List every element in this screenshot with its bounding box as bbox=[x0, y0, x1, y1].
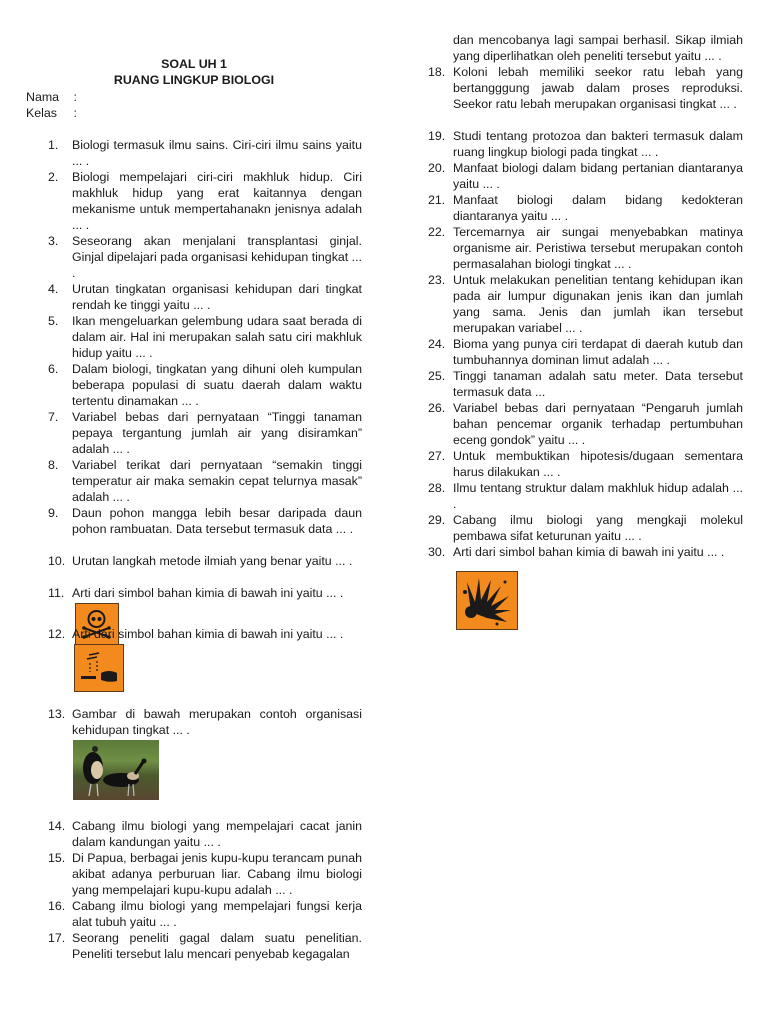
question-22 bbox=[428, 224, 743, 272]
question-number: 22. bbox=[428, 225, 446, 239]
question-text: Arti dari simbol bahan kimia di bawah ini yaitu ... . bbox=[453, 545, 725, 559]
question-number: 12. bbox=[48, 627, 66, 641]
question-text: Variabel bebas dari pernyataan “Tinggi tanaman pepaya tergantung jumlah air yang disiramkan” adalah ... . bbox=[72, 410, 362, 457]
question-text: Urutan tingkatan organisasi kehidupan dari tingkat rendah ke tinggi yaitu ... . bbox=[72, 282, 362, 313]
question-text: Seseorang akan menjalani transplantasi ginjal. Ginjal dipelajari pada organisasi kehidupan tingkat ... . bbox=[72, 234, 362, 281]
question-20 bbox=[428, 160, 743, 192]
question-text: Daun pohon mangga lebih besar daripada daun pohon rambuatan. Data tersebut termasuk data ... . bbox=[72, 506, 362, 537]
question-text: Tercemarnya air sungai menyebabkan matinya organisme air. Peristiwa tersebut merupakan contoh permasalahan biologi tingkat ... . bbox=[453, 225, 743, 272]
question-text: Koloni lebah memiliki seekor ratu lebah yang bertangggung jawab dalam proses reproduksi. Seekor ratu lebah merupakan organisasi tingkat ... . bbox=[453, 65, 743, 112]
question-text: Gambar di bawah merupakan contoh organisasi kehidupan tingkat ... . bbox=[72, 707, 362, 738]
question-text: Untuk membuktikan hipotesis/dugaan sementara harus dilakukan ... . bbox=[453, 449, 743, 480]
question-27 bbox=[428, 448, 743, 480]
question-8 bbox=[48, 457, 362, 505]
question-number: 5. bbox=[48, 314, 59, 328]
question-16 bbox=[48, 898, 362, 930]
question-number: 24. bbox=[428, 337, 446, 351]
question-14 bbox=[48, 818, 362, 850]
question-text: Arti dari simbol bahan kimia di bawah ini yaitu ... . bbox=[72, 627, 344, 641]
explosive-hazard-symbol bbox=[456, 571, 518, 630]
question-7 bbox=[48, 409, 362, 457]
question-number: 19. bbox=[428, 129, 446, 143]
question-text: Dalam biologi, tingkatan yang dihuni oleh kumpulan beberapa populasi di suatu daerah dalam waktu tertentu dinamakan ... . bbox=[72, 362, 362, 409]
question-29 bbox=[428, 512, 743, 544]
nama-row bbox=[26, 89, 77, 105]
question-12 bbox=[48, 626, 362, 642]
question-text: Cabang ilmu biologi yang mempelajari fungsi kerja alat tubuh yaitu ... . bbox=[72, 899, 362, 930]
question-text: Di Papua, berbagai jenis kupu-kupu terancam punah akibat adanya perburuan liar. Cabang ilmu biologi yang mempelajari kupu-kupu adalah ... . bbox=[72, 851, 362, 898]
question-text: Bioma yang punya ciri terdapat di daerah kutub dan tumbuhannya dominan limut adalah ... . bbox=[453, 337, 743, 368]
question-number: 17. bbox=[48, 931, 66, 945]
question-15 bbox=[48, 850, 362, 898]
page-title-line1: SOAL UH 1 bbox=[161, 57, 227, 71]
question-text: Variabel terikat dari pernyataan “semakin tinggi temperatur air maka semakin cepat telurnya masak” adalah ... . bbox=[72, 458, 362, 505]
question-6 bbox=[48, 361, 362, 409]
question-text: Urutan langkah metode ilmiah yang benar yaitu ... . bbox=[72, 554, 353, 568]
question-number: 9. bbox=[48, 506, 59, 520]
nama-label: Nama bbox=[26, 90, 60, 104]
question-number: 13. bbox=[48, 707, 66, 721]
question-21 bbox=[428, 192, 743, 224]
question-text: Biologi termasuk ilmu sains. Ciri-ciri ilmu sains yaitu ... . bbox=[72, 138, 362, 169]
question-2 bbox=[48, 169, 362, 233]
question-text: Variabel bebas dari pernyataan “Pengaruh jumlah bahan pencemar organik terhadap pertumbuhan eceng gondok” yaitu ... . bbox=[453, 401, 743, 448]
question-4 bbox=[48, 281, 362, 313]
question-number: 26. bbox=[428, 401, 446, 415]
question-number: 16. bbox=[48, 899, 66, 913]
question-text: dan mencobanya lagi sampai berhasil. Sikap ilmiah yang diperlihatkan oleh peneliti tersebut yaitu ... . bbox=[453, 33, 743, 64]
question-number: 6. bbox=[48, 362, 59, 376]
question-number: 25. bbox=[428, 369, 446, 383]
question-number: 21. bbox=[428, 193, 446, 207]
question-26 bbox=[428, 400, 743, 448]
question-number: 1. bbox=[48, 138, 59, 152]
question-number: 15. bbox=[48, 851, 66, 865]
question-text: Ilmu tentang struktur dalam makhluk hidup adalah ... . bbox=[453, 481, 743, 512]
page-title-line2: RUANG LINGKUP BIOLOGI bbox=[113, 73, 275, 87]
question-17-continuation bbox=[453, 32, 743, 64]
kelas-row bbox=[26, 105, 77, 121]
question-number: 28. bbox=[428, 481, 446, 495]
question-text: Studi tentang protozoa dan bakteri termasuk dalam ruang lingkup biologi pada tingkat ... . bbox=[453, 129, 743, 160]
question-number: 18. bbox=[428, 65, 446, 79]
question-9 bbox=[48, 505, 362, 537]
peacock-pair-photo bbox=[73, 740, 159, 800]
kelas-field[interactable]: : bbox=[73, 106, 77, 120]
question-number: 7. bbox=[48, 410, 59, 424]
question-number: 14. bbox=[48, 819, 66, 833]
question-text: Ikan mengeluarkan gelembung udara saat berada di dalam air. Hal ini merupakan salah satu ciri makhluk hidup yaitu ... . bbox=[72, 314, 362, 361]
corrosive-liquid-icon bbox=[75, 645, 122, 690]
corrosive-hazard-symbol bbox=[74, 644, 124, 692]
question-text: Cabang ilmu biologi yang mempelajari cacat janin dalam kandungan yaitu ... . bbox=[72, 819, 362, 850]
question-10 bbox=[48, 553, 362, 569]
question-text: Manfaat biologi dalam bidang kedokteran diantaranya yaitu ... . bbox=[453, 193, 743, 224]
question-number: 27. bbox=[428, 449, 446, 463]
question-24 bbox=[428, 336, 743, 368]
question-text: Arti dari simbol bahan kimia di bawah ini yaitu ... . bbox=[72, 586, 344, 600]
question-3 bbox=[48, 233, 362, 281]
question-30 bbox=[428, 544, 743, 560]
question-number: 30. bbox=[428, 545, 446, 559]
question-1 bbox=[48, 137, 362, 169]
question-13 bbox=[48, 706, 362, 738]
question-text: Biologi mempelajari ciri-ciri makhluk hidup. Ciri makhluk hidup yang erat kaitannya dengan mekanisme untuk mempertahanakn jenisnya adalah ... . bbox=[72, 170, 362, 233]
question-number: 2. bbox=[48, 170, 59, 184]
question-number: 20. bbox=[428, 161, 446, 175]
question-25 bbox=[428, 368, 743, 400]
question-28 bbox=[428, 480, 743, 512]
question-19 bbox=[428, 128, 743, 160]
question-text: Cabang ilmu biologi yang mengkaji molekul pembawa sifat keturunan yaitu ... . bbox=[453, 513, 743, 544]
question-17 bbox=[48, 930, 362, 962]
question-23 bbox=[428, 272, 743, 336]
question-number: 3. bbox=[48, 234, 59, 248]
question-text: Seorang peneliti gagal dalam suatu penelitian. Peneliti tersebut lalu mencari penyebab kegagalan bbox=[72, 931, 362, 962]
kelas-label: Kelas bbox=[26, 106, 57, 120]
question-number: 4. bbox=[48, 282, 59, 296]
question-number: 11. bbox=[48, 586, 65, 600]
question-18 bbox=[428, 64, 743, 112]
question-number: 10. bbox=[48, 554, 66, 568]
question-11 bbox=[48, 585, 362, 601]
question-5 bbox=[48, 313, 362, 361]
question-text: Tinggi tanaman adalah satu meter. Data tersebut termasuk data ... bbox=[453, 369, 743, 400]
peacock-birds-image bbox=[73, 740, 159, 800]
question-number: 8. bbox=[48, 458, 59, 472]
question-number: 29. bbox=[428, 513, 446, 527]
question-text: Manfaat biologi dalam bidang pertanian diantaranya yaitu ... . bbox=[453, 161, 743, 192]
question-number: 23. bbox=[428, 273, 446, 287]
explosion-icon bbox=[457, 572, 516, 628]
question-text: Untuk melakukan penelitian tentang kehidupan ikan pada air lumpur digunakan jenis ikan dan jumlah yang sama. Jenis dan jumlah ikan tersebut merupakan variabel ... . bbox=[453, 273, 743, 336]
nama-field[interactable]: : bbox=[73, 90, 77, 104]
